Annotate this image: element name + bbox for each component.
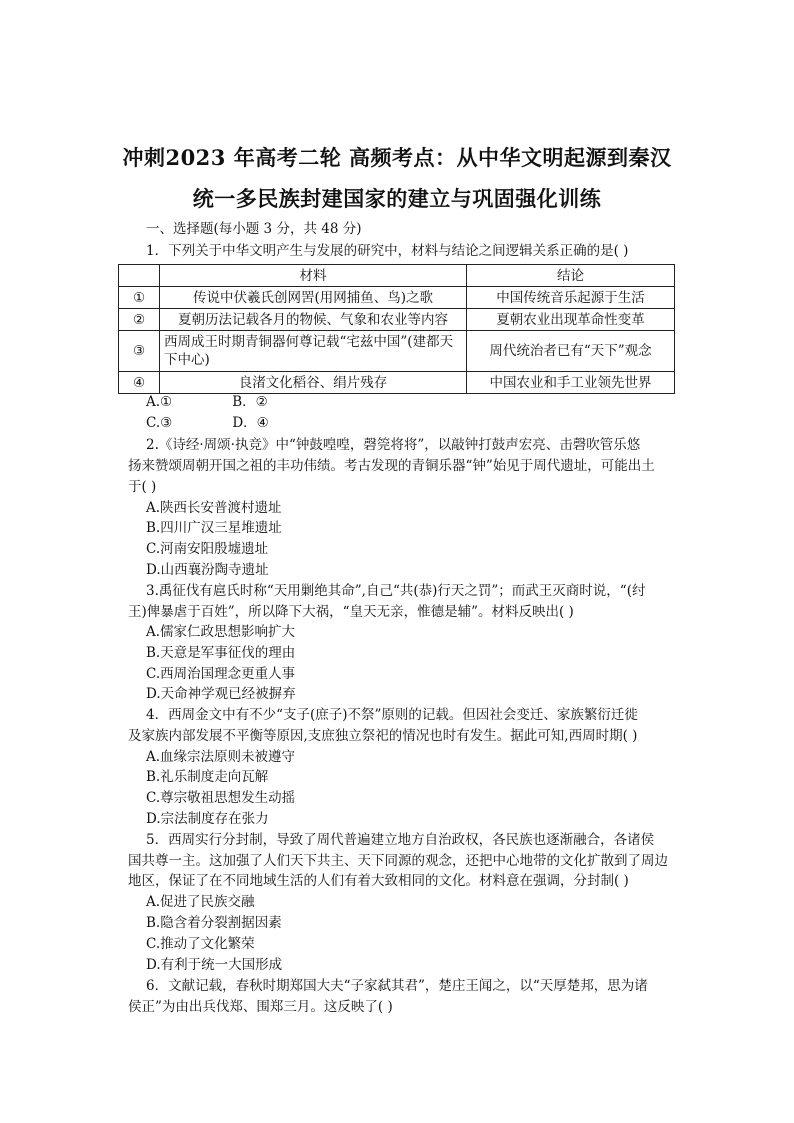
q5-stem-line1: 5．西周实行分封制，导致了周代普遍建立地方自治政权，各民族也逐渐融合，各诸侯	[146, 832, 655, 848]
row-conclusion: 周代统治者已有“天下”观念	[467, 331, 675, 372]
q2-option-a: A.陕西长安普渡村遗址	[146, 500, 282, 516]
row-num: ②	[119, 309, 160, 331]
q1-stem: 1．下列关于中华文明产生与发展的研究中，材料与结论之间逻辑关系正确的是( )	[146, 243, 629, 259]
q1-table	[118, 264, 675, 394]
table-row	[119, 331, 675, 372]
q3-option-a: A.儒家仁政思想影响扩大	[146, 624, 296, 640]
q4-stem-line2: 及家族内部发展不平衡等原因,支庶独立祭祀的情况也时有发生。据此可知,西周时期( )	[128, 728, 638, 744]
q5-stem-line2: 国共尊一主。这加强了人们天下共主、天下同源的观念，还把中心地带的文化扩散到了周边	[128, 853, 668, 869]
row-num: ③	[119, 331, 160, 372]
q2-stem-line3: 于( )	[128, 479, 157, 495]
table-row	[119, 287, 675, 309]
q5-option-a: A.促进了民族交融	[146, 894, 255, 910]
q6-stem-line2: 侯正”为由出兵伐郑、围郑三月。这反映了( )	[128, 999, 393, 1015]
q1-options-cd: C.③ D．④	[146, 415, 269, 431]
table-row	[119, 372, 675, 394]
q5-option-b: B.隐含着分裂割据因素	[146, 915, 282, 931]
row-conclusion: 中国农业和手工业领先世界	[467, 372, 675, 394]
page-title-line2: 统一多民族封建国家的建立与巩固强化训练	[192, 186, 602, 211]
row-material: 传说中伏羲氏创网罟(用网捕鱼、鸟)之歌	[160, 287, 467, 309]
table-header-row	[119, 265, 675, 287]
row-material: 良渚文化稻谷、绢片残存	[160, 372, 467, 394]
table-row	[119, 309, 675, 331]
table-header-material: 材料	[160, 265, 467, 287]
row-conclusion: 夏朝农业出现革命性变革	[467, 309, 675, 331]
q3-option-d: D.天命神学观已经被摒弃	[146, 686, 296, 702]
q1-options-ab: A.① B．②	[146, 394, 268, 410]
row-material: 夏朝历法记载各月的物候、气象和农业等内容	[160, 309, 467, 331]
table-header-conclusion: 结论	[467, 265, 675, 287]
row-material: 西周成王时期青铜器何尊记载“宅兹中国”(建都天下中心)	[160, 331, 467, 372]
q6-stem-line1: 6．文献记载，春秋时期郑国大夫“子家弑其君”，楚庄王闻之，以“天厚楚邦，思为诸	[146, 978, 648, 994]
q2-option-d: D.山西襄汾陶寺遗址	[146, 562, 269, 578]
page-title-line1: 冲刺2023 年高考二轮 高频考点：从中华文明起源到秦汉	[122, 145, 672, 170]
q5-option-c: C.推动了文化繁荣	[146, 936, 255, 952]
q4-stem-line1: 4．西周金文中有不少“支子(庶子)不祭”原则的记载。但因社会变迁、家族繁衍迁徙	[146, 707, 638, 723]
q2-stem-line2: 扬来赞颂周朝开国之祖的丰功伟绩。考古发现的青铜乐器“钟”始见于周代遗址，可能出土	[128, 458, 655, 474]
row-num: ④	[119, 372, 160, 394]
q3-option-b: B.天意是军事征伐的理由	[146, 645, 296, 661]
table-header-num	[119, 265, 160, 287]
q4-option-c: C.尊宗敬祖思想发生动摇	[146, 790, 296, 806]
q3-stem-line2: 王)俾暴虐于百姓”，所以降下大祸，“皇天无亲，惟德是辅”。材料反映出( )	[128, 604, 574, 620]
q2-stem-line1: 2.《诗经·周颂·执竞》中“钟鼓喤喤，磬筦将将”，以敲钟打鼓声宏亮、击磬吹管乐悠	[146, 437, 641, 453]
q3-option-c: C.西周治国理念更重人事	[146, 666, 296, 682]
q5-stem-line3: 地区，保证了在不同地域生活的人们有着大致相同的文化。材料意在强调，分封制( )	[128, 873, 629, 889]
q2-option-c: C.河南安阳殷墟遗址	[146, 541, 269, 557]
q3-stem-line1: 3.禹征伐有扈氏时称“天用剿绝其命”,自己“共(恭)行天之罚”；而武王灭商时说，“(纣	[146, 583, 646, 599]
q2-option-b: B.四川广汉三星堆遗址	[146, 520, 282, 536]
q5-option-d: D.有利于统一大国形成	[146, 957, 283, 973]
q4-option-b: B.礼乐制度走向瓦解	[146, 769, 269, 785]
q4-option-d: D.宗法制度存在张力	[146, 811, 269, 827]
row-num: ①	[119, 287, 160, 309]
row-conclusion: 中国传统音乐起源于生活	[467, 287, 675, 309]
q4-option-a: A.血缘宗法原则未被遵守	[146, 749, 296, 765]
section-heading: 一、选择题(每小题 3 分，共 48 分)	[146, 221, 362, 237]
